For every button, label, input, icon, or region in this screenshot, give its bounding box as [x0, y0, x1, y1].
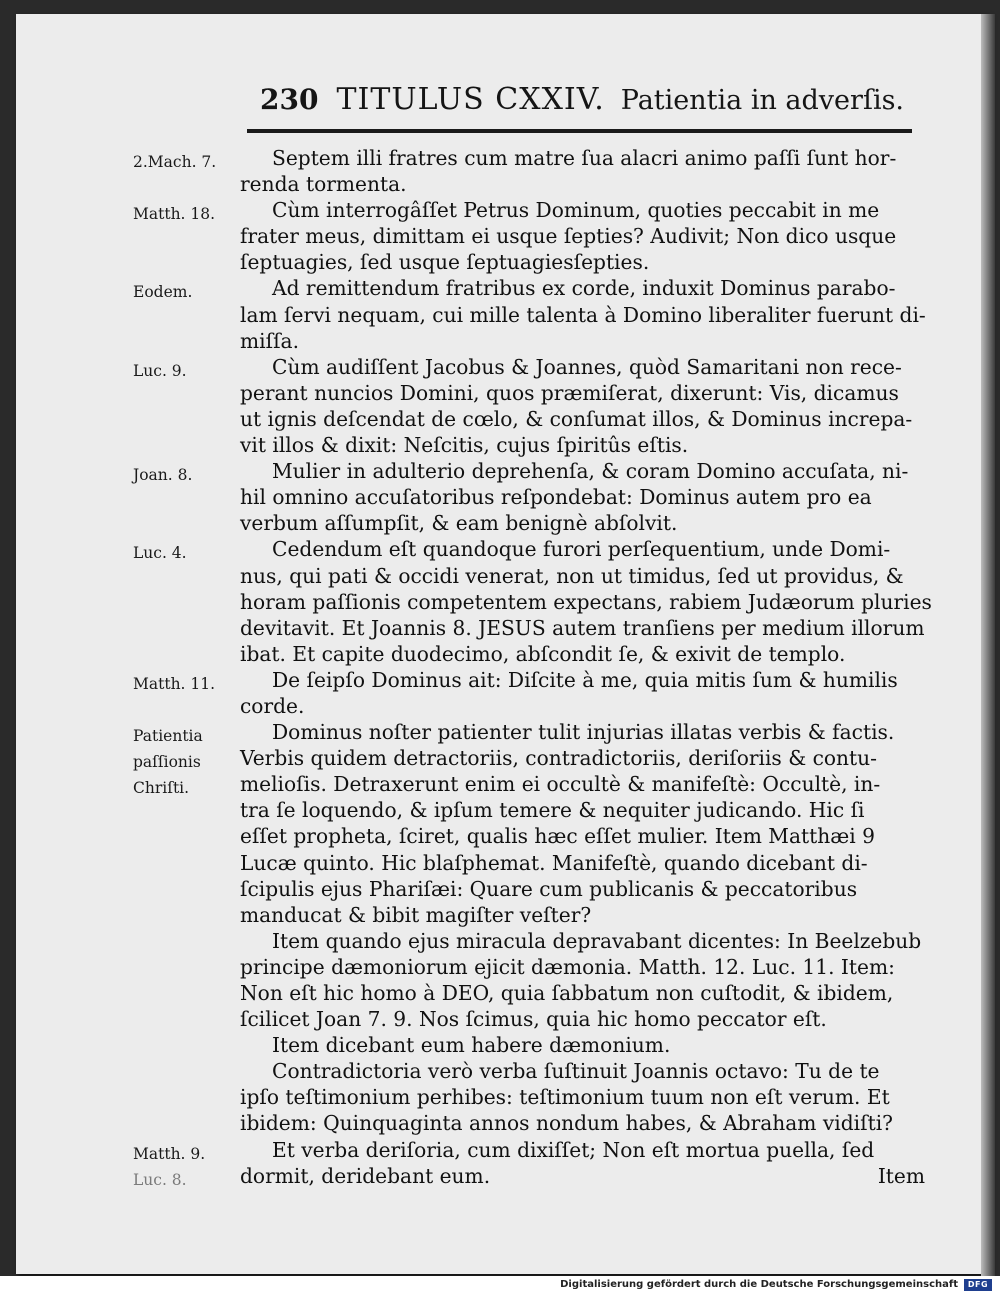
- margin-citation: [133, 201, 233, 227]
- text-body: [0, 145, 1000, 1189]
- text-line: horam paſſionis competentem expectans, rabiem Judæorum pluries: [240, 589, 932, 614]
- text-line: miſſa.: [240, 328, 299, 353]
- text-line: Septem illi fratres cum matre ſua alacri animo paſſi ſunt hor-: [272, 146, 897, 170]
- text-line: eſſet propheta, ſciret, qualis hæc eſſet mulier. Item Matthæi 9: [240, 824, 875, 849]
- margin-line: Patientia: [133, 727, 203, 746]
- paragraph: [240, 1032, 925, 1058]
- paragraph: [240, 1058, 925, 1136]
- margin-line: Matth. 18.: [133, 205, 216, 224]
- margin-citation: [133, 462, 233, 488]
- text-line: ſcipulis ejus Phariſæi: Quare cum publicanis & peccatoribus: [240, 876, 858, 901]
- text-line: ut ignis deſcendat de cœlo, & conſumat illos, & Dominus increpa-: [240, 406, 913, 431]
- text-entry: [0, 354, 1000, 458]
- paragraph: [240, 719, 925, 928]
- catchword: Item: [877, 1163, 925, 1188]
- text-line: Item quando ejus miracula depravabant dicentes: In Beelzebub: [272, 928, 922, 953]
- margin-line: Matth. 9.: [133, 1144, 206, 1163]
- running-head: [260, 82, 905, 117]
- paragraph: [240, 667, 925, 719]
- margin-line: Luc. 4.: [133, 544, 187, 563]
- text-line: hil omnino accuſatoribus reſpondebat: Dominus autem pro ea: [240, 485, 872, 510]
- margin-citation: [133, 1141, 233, 1193]
- text-entry: [0, 275, 1000, 353]
- text-line: devitavit. Et Joannis 8. JESUS autem tranſiens per medium illorum: [240, 615, 925, 640]
- text-entry: [0, 1058, 1000, 1136]
- text-line: dormit, deridebant eum.: [240, 1163, 491, 1188]
- page-number: 230: [260, 83, 319, 116]
- text-line: verbum aſſumpſit, & eam benignè abſolvit.: [240, 511, 678, 536]
- margin-line: Joan. 8.: [133, 466, 193, 485]
- text-line: Item dicebant eum habere dæmonium.: [272, 1033, 671, 1058]
- text-line: nus, qui pati & occidi venerat, non ut timidus, ſed ut providus, &: [240, 563, 904, 588]
- text-line: Cedendum eſt quandoque furori perſequentium, unde Domi-: [272, 537, 891, 562]
- margin-citation: [133, 671, 233, 697]
- margin-citation: [133, 723, 233, 801]
- text-entry: [0, 928, 1000, 1032]
- text-line: Mulier in adulterio deprehenſa, & coram Domino accuſata, ni-: [272, 459, 909, 484]
- paragraph: [240, 275, 925, 353]
- text-line: ſcilicet Joan 7. 9. Nos ſcimus, quia hic homo peccator eſt.: [240, 1007, 827, 1032]
- margin-citation: [133, 279, 233, 305]
- text-line: principe dæmoniorum ejicit dæmonia. Matth. 12. Luc. 11. Item:: [240, 954, 895, 979]
- text-entry: [0, 145, 1000, 197]
- text-line: renda tormenta.: [240, 172, 407, 197]
- footer-credit: Digitalisierung gefördert durch die Deutsche Forschungsgemeinschaft: [560, 1279, 958, 1290]
- margin-line: Matth. 11.: [133, 674, 216, 693]
- dfg-logo-icon: DFG: [964, 1279, 992, 1291]
- text-line: corde.: [240, 693, 305, 718]
- text-entry: [0, 1137, 1000, 1189]
- margin-line: Chriſti.: [133, 779, 190, 798]
- margin-citation: [133, 149, 233, 175]
- text-entry: [0, 719, 1000, 928]
- paragraph: [240, 197, 925, 275]
- text-line: perant nuncios Domini, quos præmiſerat, dixerunt: Vis, dicamus: [240, 380, 899, 405]
- text-line: De ſeipſo Dominus ait: Diſcite à me, quia mitis ſum & humilis: [272, 667, 898, 692]
- text-line: manducat & bibit magiſter veſter?: [240, 902, 592, 927]
- text-line: ſeptuagies, ſed usque ſeptuagiesſepties.: [240, 250, 650, 275]
- text-line: ibat. Et capite duodecimo, abſcondit ſe, & exivit de templo.: [240, 641, 846, 666]
- paragraph: [240, 928, 925, 1032]
- paragraph: [240, 458, 925, 536]
- text-line: Cùm interrogâſſet Petrus Dominum, quoties peccabit in me: [272, 198, 880, 223]
- margin-line: 2.Mach. 7.: [133, 153, 217, 171]
- text-line: Ad remittendum fratribus ex corde, induxit Dominus parabo-: [272, 276, 896, 301]
- text-line: ibidem: Quinquaginta annos nondum habes, & Abraham vidiſti?: [240, 1111, 893, 1136]
- paragraph: [240, 354, 925, 458]
- text-line: Non eſt hic homo à DEO, quia ſabbatum non cuſtodit, & ibidem,: [240, 981, 894, 1005]
- text-entry: [0, 536, 1000, 666]
- footer-bar: [0, 1276, 1000, 1295]
- margin-line: Luc. 8.: [133, 1170, 187, 1189]
- text-line: frater meus, dimittam ei usque ſepties? Audivit; Non dico usque: [240, 224, 897, 249]
- margin-citation: [133, 358, 233, 384]
- page-title: TITULUS CXXIV.: [336, 82, 605, 117]
- text-line: Verbis quidem detractoriis, contradictoriis, deriſoriis & contu-: [240, 746, 877, 771]
- paragraph: [240, 536, 932, 666]
- paragraph: [240, 145, 925, 197]
- margin-line: paſſionis: [133, 753, 201, 772]
- text-line: Contradictoria verò verba ſuſtinuit Joannis octavo: Tu de te: [272, 1059, 880, 1084]
- margin-citation: [133, 540, 233, 566]
- text-entry: [0, 458, 1000, 536]
- text-line: lam ſervi nequam, cui mille talenta à Domino liberaliter fuerunt di-: [240, 302, 926, 327]
- text-entry: [0, 197, 1000, 275]
- text-entry: [0, 667, 1000, 719]
- text-line: vit illos & dixit: Neſcitis, cujus ſpiritûs eſtis.: [240, 433, 689, 458]
- text-line: melioſis. Detraxerunt enim ei occultè & manifeſtè: Occultè, in-: [240, 772, 881, 797]
- text-line: Dominus noſter patienter tulit injurias illatas verbis & factis.: [272, 720, 895, 745]
- text-entry: [0, 1032, 1000, 1058]
- paragraph: [240, 1137, 925, 1189]
- text-line: Et verba deriſoria, cum dixiſſet; Non eſt mortua puella, ſed: [272, 1137, 875, 1162]
- margin-line: Eodem.: [133, 283, 193, 302]
- text-line: Cùm audiſſent Jacobus & Joannes, quòd Samaritani non rece-: [272, 354, 902, 379]
- header-rule: [247, 129, 912, 133]
- text-line: tra ſe loquendo, & ipſum temere & nequiter judicando. Hic ſi: [240, 798, 865, 823]
- page-subtitle: Patientia in adverſis.: [620, 85, 905, 116]
- margin-line: Luc. 9.: [133, 361, 187, 380]
- text-line: Lucæ quinto. Hic blaſphemat. Manifeſtè, quando dicebant di-: [240, 850, 868, 875]
- text-line: ipſo teſtimonium perhibes: teſtimonium tuum non eſt verum. Et: [240, 1085, 890, 1110]
